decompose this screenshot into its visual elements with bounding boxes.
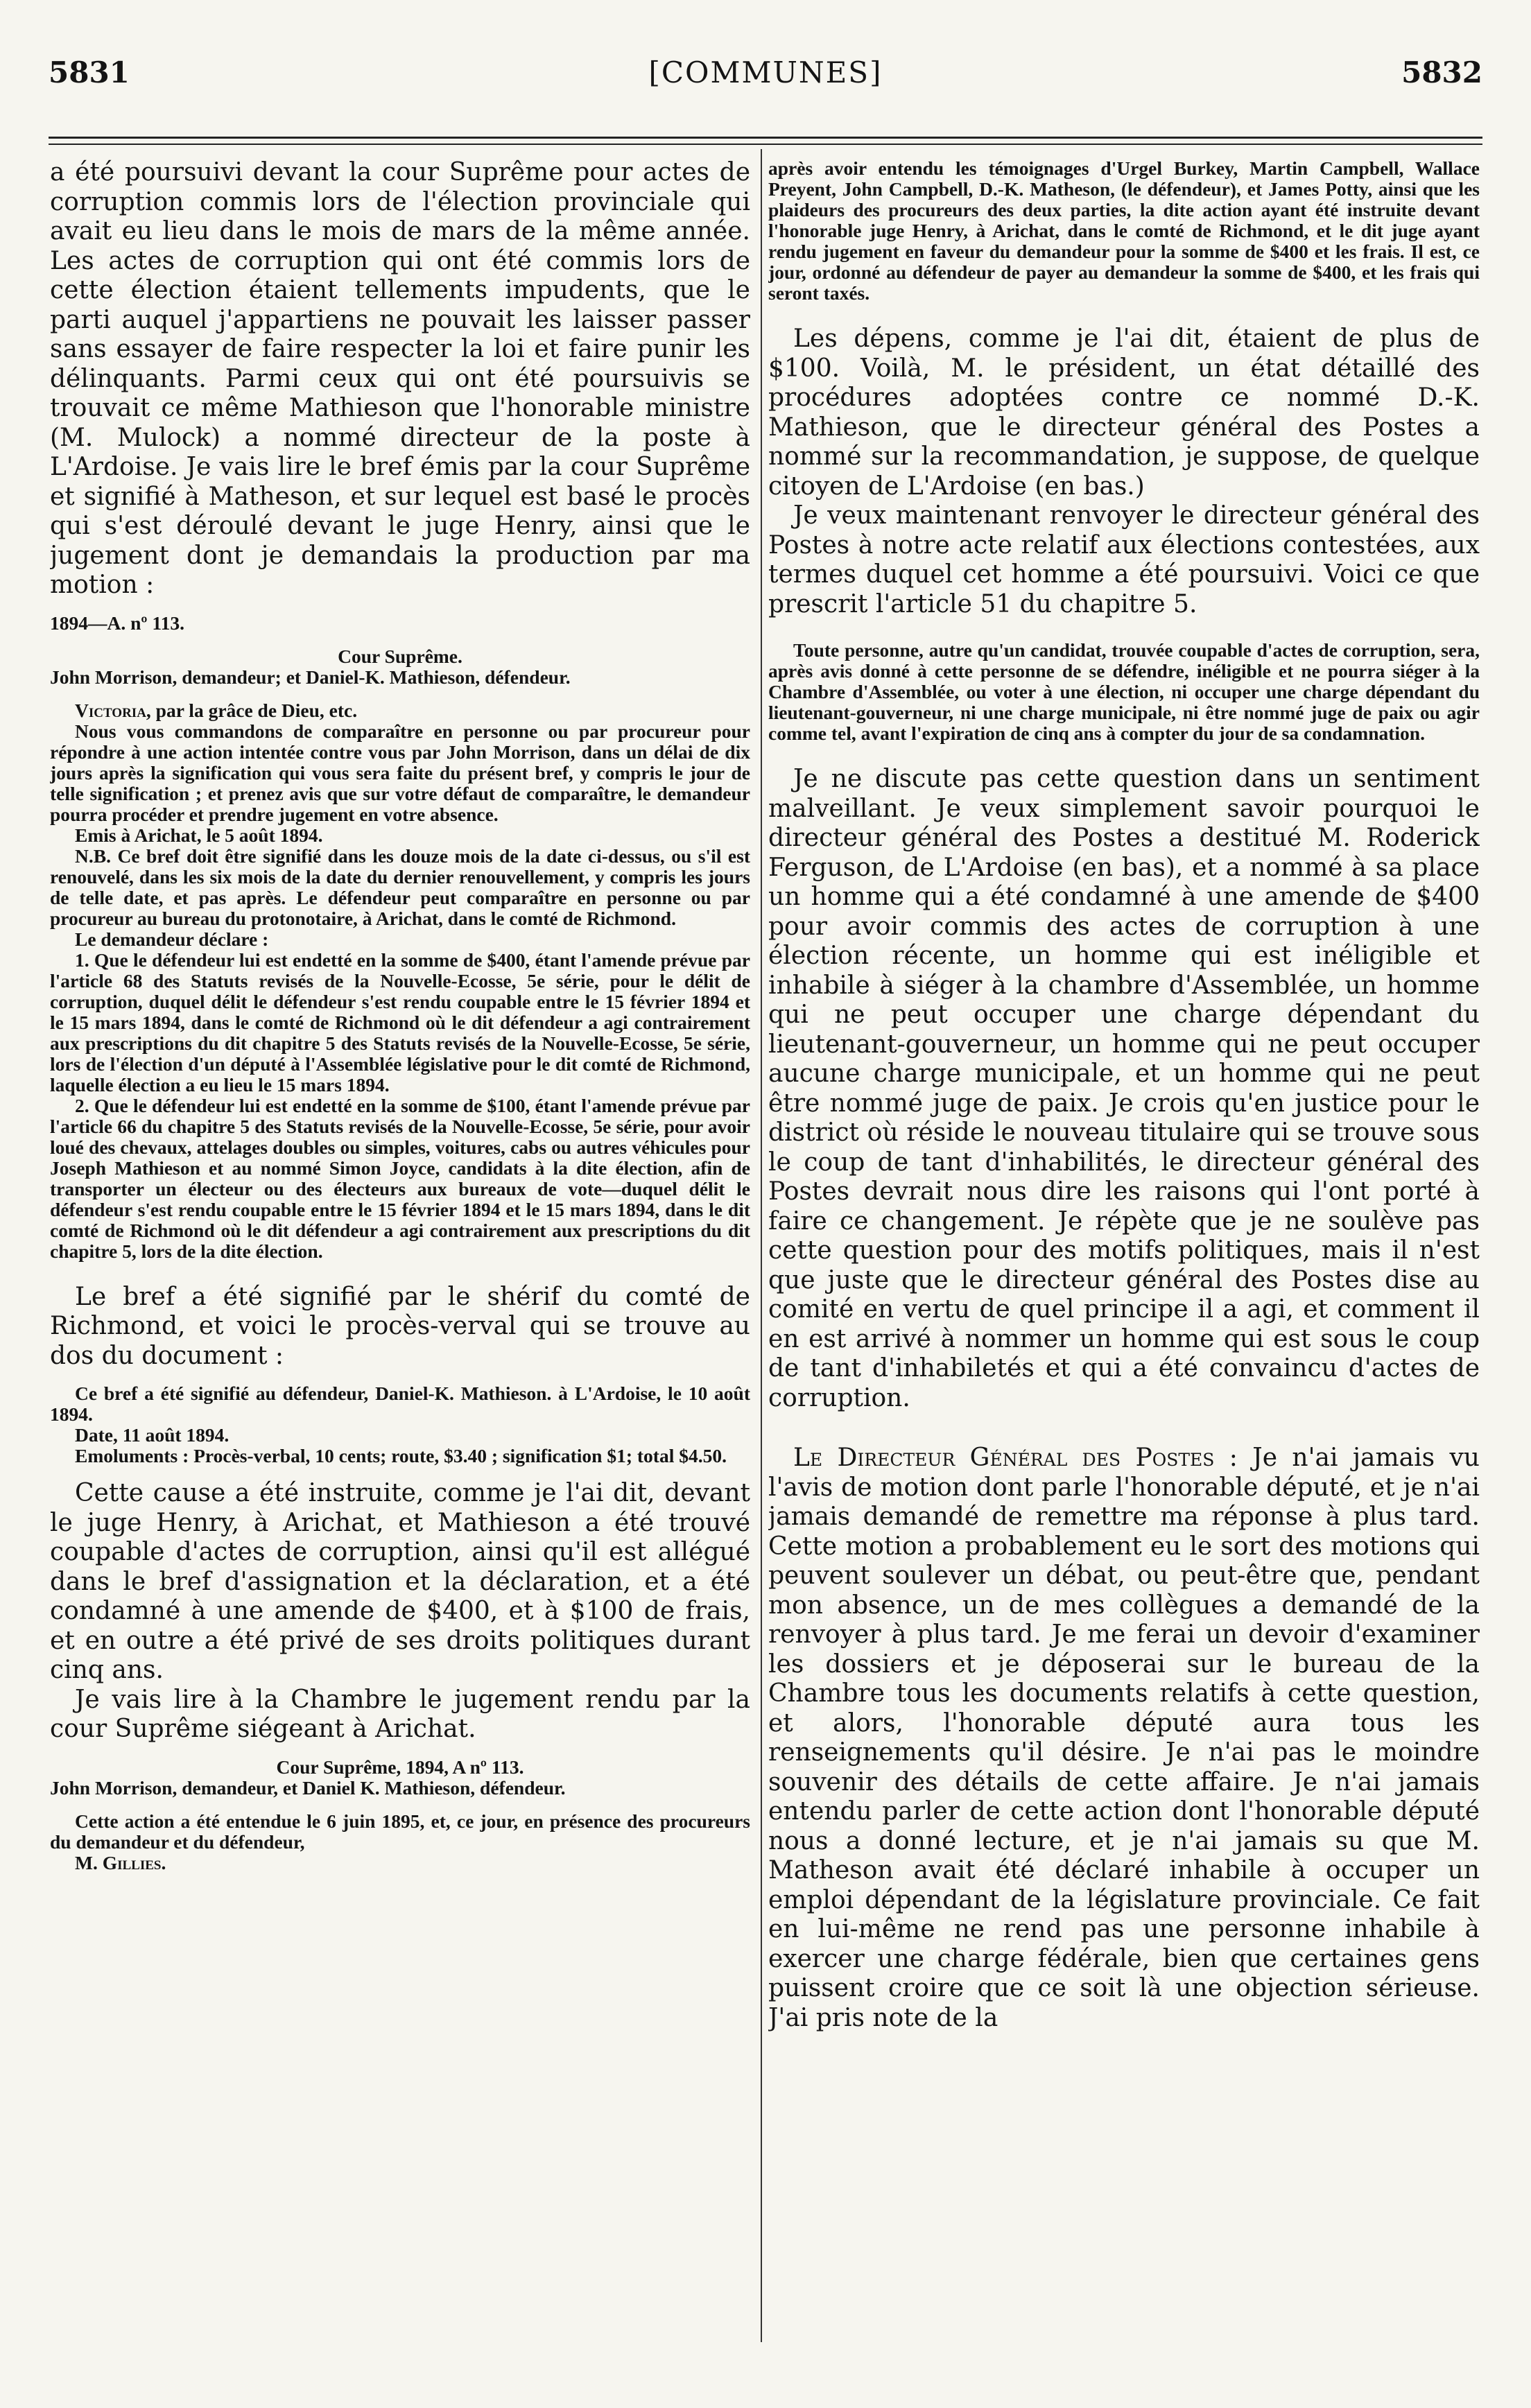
left-column — [50, 158, 750, 2346]
speech-paragraph: Les dépens, comme je l'ai dit, étaient de plus de $100. Voilà, M. le président, un état détaillé des procédures adoptées contre ce nommé D.-K. Mathieson, que le directeur général des Postes a nommé sur la recommandation, je suppose, de quelque citoyen de L'Ardoise (en bas.) — [768, 324, 1480, 501]
left-page-number: 5831 — [49, 55, 130, 89]
case-parties: John Morrison, demandeur; et Daniel-K. Mathieson, défendeur. — [50, 666, 571, 688]
header-rule — [49, 137, 1482, 139]
writ-issued: Emis à Arichat, le 5 août 1894. — [75, 824, 323, 846]
declaration-item: 2. Que le défendeur lui est endetté en la somme de $100, étant l'amende prévue par l'article 66 du chapitre 5 des Statuts revisés de la Nouvelle-Ecosse, 5e série, pour avoir loué des chevaux, attelages doubles ou simples, voitures, cabs ou autres véhicules pour Joseph Mathieson et au nommé Simon Joyce, candidats à la dite élection, afin de transporter un électeur ou des électeurs aux bureaux de vote—duquel délit le défendeur s'est rendu coupable entre le 15 février 1894 et le 15 mars 1894, dans le dit comté de Richmond où le dit défendeur a agi contrairement aux prescriptions du dit chapitre 5, lors de la dite élection. — [50, 1094, 750, 1262]
speech-paragraph: Je vais lire à la Chambre le jugement rendu par la cour Suprême siégeant à Arichat. — [50, 1685, 750, 1743]
page-title: [COMMUNES] — [648, 55, 883, 89]
service-fees: Emoluments : Procès-verbal, 10 cents; route, $3.40 ; signification $1; total $4.50. — [75, 1445, 727, 1466]
writ-salutation — [50, 700, 750, 721]
speech-text: : Je n'ai jamais vu l'avis de motion dont parle l'honorable député, et je n'ai jamais demandé de remettre ma réponse à plus tard. Cette motion a probablement eu le sort des motions qui peuvent soulever un débat, ou peut-être que, pendant mon absence, un de mes collègues a demandé de la renvoyer à plus tard. Je me ferai un devoir d'examiner les dossiers et je déposerai sur le bureau de la Chambre tous les documents relatifs à cette question, et alors, l'honorable député aura tous les renseignements qu'il désire. Je n'ai pas le moindre souvenir des détails de cette affaire. Je n'ai jamais entendu parler de cette action dont l'honorable député nous a donné lecture, et je n'ai jamais su que M. Matheson avait été déclaré inhabile à occuper un emploi dépendant de la législature provinciale. Ce fait en lui-même ne rend pas une personne inhabile à exercer une charge fédérale, bien que certaines gens puissent croire que ce soit là une objection sérieuse. J'ai pris note de la — [768, 1444, 1480, 2032]
header-rule-thin — [49, 144, 1482, 145]
case-reference: 1894—A. nº 113. — [50, 612, 184, 634]
service-date: Date, 11 août 1894. — [75, 1424, 230, 1446]
page-header — [49, 55, 1482, 104]
speaker-name: Le Directeur Général des Postes — [793, 1444, 1215, 1472]
declaration-heading: Le demandeur déclare : — [75, 928, 269, 950]
speech-paragraph: Je veux maintenant renvoyer le directeur général des Postes à notre acte relatif aux élections contestées, aux termes duquel cet homme a été poursuivi. Voici ce que prescrit l'article 51 du chapitre 5. — [768, 501, 1480, 618]
court-heading: Cour Suprême, 1894, A nº 113. — [276, 1756, 524, 1778]
victoria-name: Victoria — [75, 699, 146, 721]
writ-text: Nous vous commandons de comparaître en personne ou par procureur pour répondre à une action intentée contre vous par John Morrison, dans un délai de dix jours après la signification qui vous sera faite du présent bref, y compris le jour de telle signification ; et prenez avis que sur votre défaut de comparaître, le demandeur pourra procéder et prendre jugement en votre absence. — [50, 720, 750, 825]
speech-paragraph: Je ne discute pas cette question dans un sentiment malveillant. Je veux simplement savoir pourquoi le directeur général des Postes a destitué M. Roderick Ferguson, de L'Ardoise (en bas), et a nommé à sa place un homme qui a été condamné à une amende de $400 pour avoir commis des actes de corruption à une élection récente, un homme qui est inéligible et inhabile à siéger à la chambre d'Assemblée, un homme qui ne peut occuper une charge dépendant du lieutenant-gouverneur, un homme qui ne peut occuper aucune charge municipale, et un homme qui ne peut être nommé juge de paix. Je crois qu'en justice pour le district où réside le nouveau titulaire qui se trouve sous le coup de tant d'inhabilités, le directeur général des Postes devrait nous dire les raisons qui l'ont porté à faire ce changement. Je répète que je ne soulève pas cette question pour des motifs politiques, mais il n'est que juste que le directeur général des Postes dise au comité en vertu de quel principe il a agi, et comment il en est arrivé à nommer un homme qui est sous le coup de tant d'inhabiletés et qui a été convaincu d'actes de corruption. — [768, 765, 1480, 1412]
column-divider — [761, 149, 762, 2342]
writ-nb: N.B. Ce bref doit être signifié dans les douze mois de la date ci-dessus, ou s'il est renouvelé, dans les six mois de la date du dernier renouvellement, y compris les jours de telle date, et pas après. Le défendeur peut comparaître en personne ou par procureur au bureau du protonotaire, à Arichat, dans le comté de Richmond. — [50, 844, 750, 929]
service-note: Ce bref a été signifié au défendeur, Daniel-K. Mathieson. à L'Ardoise, le 10 août 1894. — [50, 1383, 750, 1425]
judge-name: M. Gillies. — [75, 1851, 166, 1873]
speech-paragraph: Cette cause a été instruite, comme je l'ai dit, devant le juge Henry, à Arichat, et Mathieson a été trouvé coupable d'actes de corruption, ainsi qu'il est allégué dans le bref d'assignation et la déclaration, et a été condamné à une amende de $400, et à $100 de frais, et en outre a été privé de ses droits politiques durant cinq ans. — [50, 1479, 750, 1684]
right-column — [768, 158, 1480, 2346]
right-page-number: 5832 — [1401, 55, 1482, 89]
statute-quote: Toute personne, autre qu'un candidat, trouvée coupable d'actes de corruption, sera, après avis donné à cette personne de se défendre, inéligible et ne pourra siéger à la Chambre d'Assemblée, ou voter à une élection, ni occuper une charge dépendant du lieutenant-gouverneur, ni une charge municipale, ni être nommé juge de paix ou agir comme tel, avant l'expiration de cinq ans à compter du jour de sa condamnation. — [768, 639, 1480, 744]
case-parties: John Morrison, demandeur, et Daniel K. Mathieson, défendeur. — [50, 1776, 566, 1799]
judgment-text: après avoir entendu les témoignages d'Urgel Burkey, Martin Campbell, Wallace Preyent, John Campbell, D.-K. Matheson, (le défendeur), et James Potty, ainsi que les plaideurs des procureurs des deux parties, la dite action ayant été instruite devant l'honorable juge Henry, à Arichat, dans le comté de Richmond, et le dit juge ayant rendu jugement en faveur du demandeur pour la somme de $400 et les frais. Il est, ce jour, ordonné au défendeur de payer au demandeur la somme de $400, et les frais qui seront taxés. — [768, 158, 1480, 304]
victoria-rest: , par la grâce de Dieu, etc. — [146, 699, 358, 721]
speech-paragraph: Le bref a été signifié par le shérif du comté de Richmond, et voici le procès-verval qui se trouve au dos du document : — [50, 1282, 750, 1370]
judgment-text: Cette action a été entendue le 6 juin 1895, et, ce jour, en présence des procureurs du demandeur et du défendeur, — [50, 1810, 750, 1853]
speech-paragraph: a été poursuivi devant la cour Suprême pour actes de corruption commis lors de l'élection provinciale qui avait eu lieu dans le mois de mars de la même année. Les actes de corruption qui ont été commis lors de cette élection étaient tellements impudents, que le parti auquel j'appartiens ne pouvait les laisser passer sans essayer de faire respecter la loi et faire punir les délinquants. Parmi ceux qui ont été poursuivis se trouvait ce même Mathieson que l'honorable ministre (M. Mulock) a nommé directeur de la poste à L'Ardoise. Je vais lire le bref émis par la cour Suprême et signifié à Matheson, et sur lequel est basé le procès qui s'est déroulé devant le juge Henry, ainsi que le jugement dont je demandais la production par ma motion : — [50, 158, 750, 599]
declaration-item: 1. Que le défendeur lui est endetté en la somme de $400, étant l'amende prévue par l'article 68 des Statuts revisés de la Nouvelle-Ecosse, 5e série, pour le délit de corruption, duquel délit le défendeur s'est rendu coupable entre le 15 février 1894 et le 15 mars 1894, dans le comté de Richmond où le dit défendeur a agi contrairement aux prescriptions du dit chapitre 5 des Statuts revisés de la Nouvelle-Ecosse, 5e série, lors de l'élection d'un député à l'Assemblée législative pour le dit comté de Richmond, laquelle élection a eu lieu le 15 mars 1894. — [50, 949, 750, 1095]
court-heading: Cour Suprême. — [338, 645, 462, 667]
speech-paragraph — [768, 1444, 1480, 2033]
